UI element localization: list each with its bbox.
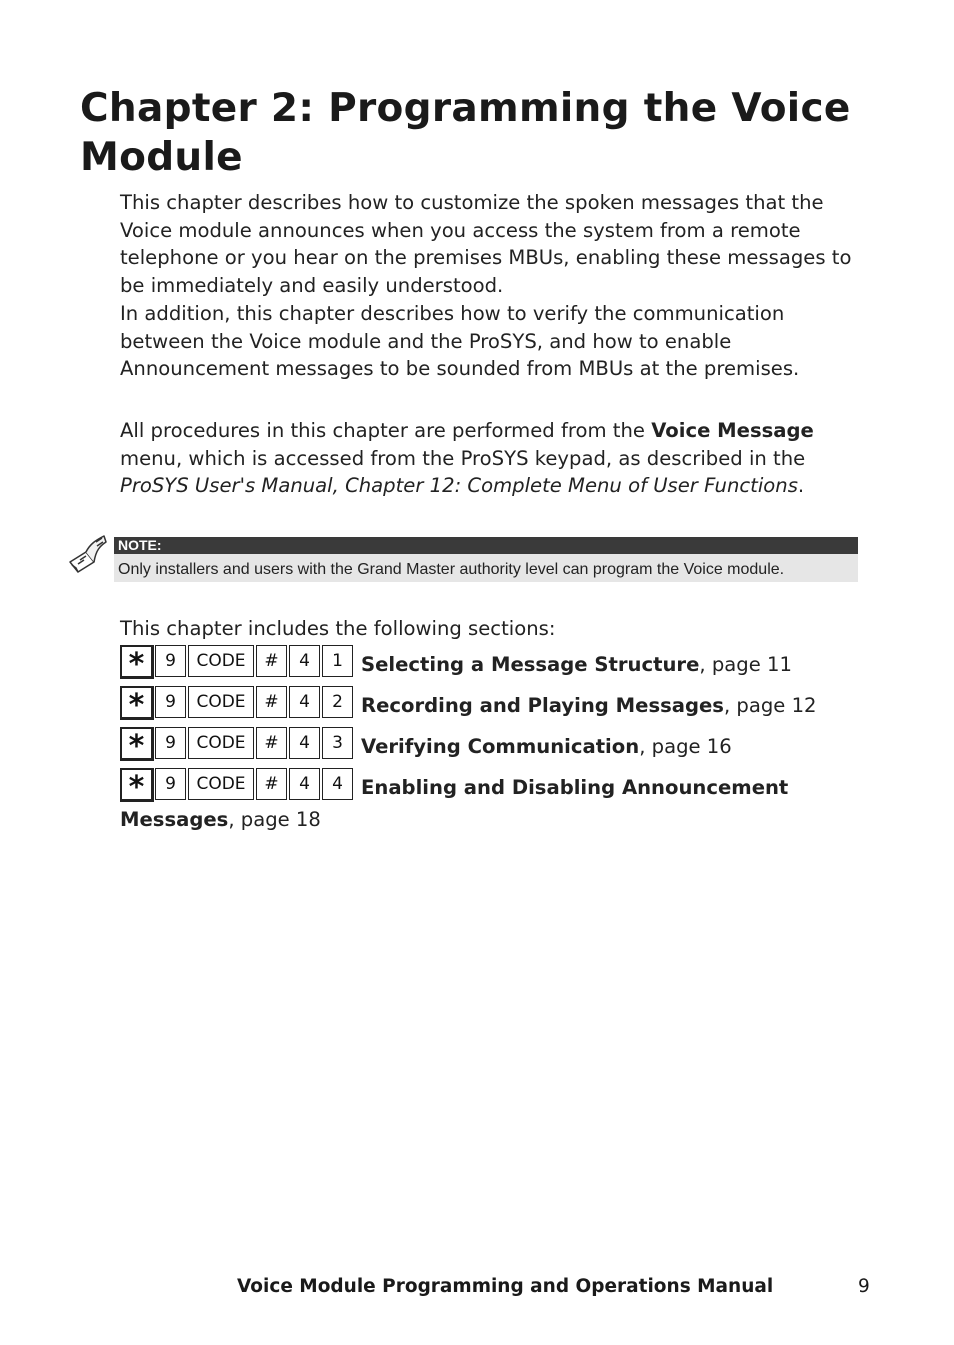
- p3-text-end: .: [797, 474, 805, 498]
- key-last: 2: [322, 686, 353, 718]
- key-hash: #: [256, 686, 287, 718]
- key-nine: 9: [155, 768, 186, 800]
- key-star: *: [120, 686, 154, 720]
- section-link-4[interactable]: [361, 774, 788, 802]
- key-star: *: [120, 727, 154, 761]
- note-box: [114, 537, 858, 582]
- key-nine: 9: [155, 645, 186, 677]
- chapter-title: Chapter 2: Programming the Voice Module: [80, 86, 851, 180]
- key-four: 4: [289, 686, 320, 718]
- voice-message-menu-name: Voice Message: [651, 419, 814, 442]
- section-4-title-continuation: [120, 806, 321, 834]
- key-code: CODE: [188, 686, 254, 718]
- sections-intro: This chapter includes the following sections:: [120, 617, 556, 640]
- key-code: CODE: [188, 768, 254, 800]
- section-4-title-cont: Messages: [120, 808, 229, 831]
- note-text: Only installers and users with the Grand Master authority level can program the Voice module.: [118, 561, 785, 578]
- key-code: CODE: [188, 645, 254, 677]
- section-page: , page 12: [723, 694, 817, 717]
- section-title: Recording and Playing Messages: [361, 694, 724, 717]
- footer-page-number: 9: [858, 1276, 870, 1297]
- key-hash: #: [256, 645, 287, 677]
- key-star: *: [120, 645, 154, 679]
- section-page: , page 16: [639, 735, 732, 758]
- key-code: CODE: [188, 727, 254, 759]
- key-four: 4: [289, 768, 320, 800]
- intro-paragraph-2: In addition, this chapter describes how to verify the communication between the Voice module and the ProSYS, and how to enable Announcement messages to be sounded from MBUs at the premises.: [120, 302, 800, 381]
- footer-manual-title: Voice Module Programming and Operations Manual: [237, 1276, 774, 1297]
- note-label: NOTE:: [114, 537, 858, 554]
- key-last: 3: [322, 727, 353, 759]
- key-hash: #: [256, 768, 287, 800]
- section-title: Verifying Communication: [361, 735, 640, 758]
- intro-paragraph-1: This chapter describes how to customize the spoken messages that the Voice module announces when you access the system from a remote telephone or you hear on the premises MBUs, enabling these messages to be immediately and easily understood.: [120, 191, 852, 297]
- user-manual-reference: ProSYS User's Manual, Chapter 12: Complete Menu of User Functions: [120, 474, 798, 498]
- section-link-1[interactable]: [361, 651, 792, 679]
- key-four: 4: [289, 727, 320, 759]
- section-title: Selecting a Message Structure: [361, 653, 700, 676]
- section-link-2[interactable]: [361, 692, 817, 720]
- key-last: 4: [322, 768, 353, 800]
- section-4-page: , page 18: [228, 808, 321, 831]
- key-last: 1: [322, 645, 353, 677]
- intro-paragraph-3: [120, 417, 870, 500]
- section-title: Enabling and Disabling Announcement: [361, 776, 789, 799]
- key-hash: #: [256, 727, 287, 759]
- p3-text-middle: menu, which is accessed from the ProSYS keypad, as described in the: [120, 446, 806, 470]
- key-star: *: [120, 768, 154, 802]
- key-nine: 9: [155, 727, 186, 759]
- note-icon: [66, 532, 110, 576]
- section-link-3[interactable]: [361, 733, 732, 761]
- key-nine: 9: [155, 686, 186, 718]
- section-page: , page 11: [699, 653, 792, 676]
- key-four: 4: [289, 645, 320, 677]
- p3-text-before: All procedures in this chapter are performed from the: [120, 419, 652, 442]
